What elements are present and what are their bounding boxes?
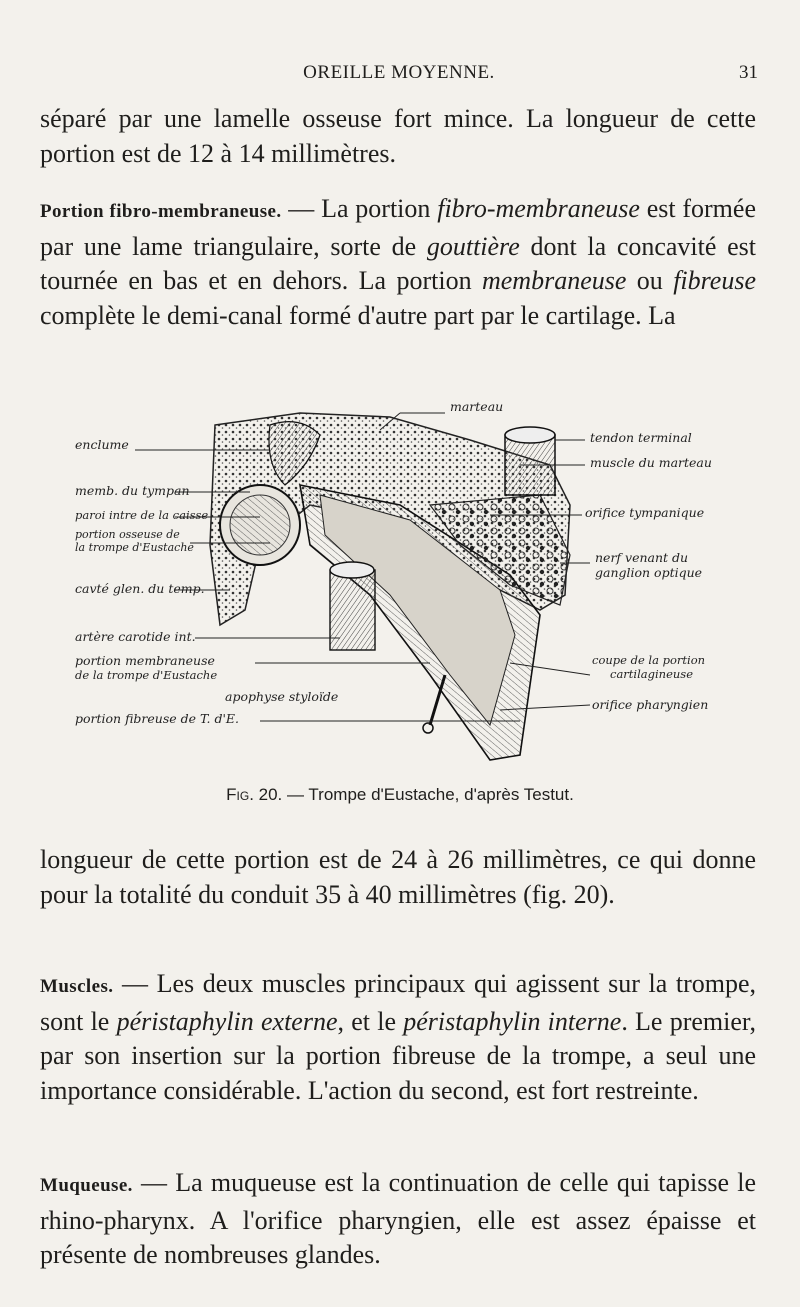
paragraph-muscles <box>40 967 756 1108</box>
text-run: complète le demi-canal formé d'autre part par le cartilage. La <box>40 300 676 330</box>
section-heading: Muqueuse. <box>40 1175 133 1196</box>
italic-term: fibreuse <box>673 266 757 295</box>
text-run: — La portion <box>281 194 438 223</box>
label-nerf: nerf venant du <box>595 550 689 565</box>
paragraph-muqueuse <box>40 1166 756 1273</box>
label-paroi: paroi intre de la caisse <box>75 508 209 522</box>
label-nerf-2: ganglion optique <box>595 565 703 580</box>
label-cavite: cavté glen. du temp. <box>75 581 205 596</box>
figure-caption-text: — Trompe d'Eustache, d'après Testut. <box>282 785 574 804</box>
text-run: ou <box>626 266 674 295</box>
italic-term: fibro-membraneuse <box>437 194 640 223</box>
running-title: OREILLE MOYENNE. <box>303 62 495 83</box>
italic-term: membraneuse <box>481 266 627 295</box>
label-coupe-2: cartilagineuse <box>610 667 693 681</box>
label-apophyse: apophyse styloïde <box>225 689 339 704</box>
paragraph-intro <box>40 102 756 171</box>
label-marteau: marteau <box>450 399 504 414</box>
text-run: , et le <box>337 1006 404 1036</box>
label-portion-membraneuse: portion membraneuse <box>75 653 215 668</box>
figure-number: Fig. 20. <box>226 785 283 804</box>
paragraph-fibro-membraneuse <box>40 192 756 333</box>
section-heading: Portion fibro-membraneuse. <box>40 201 282 222</box>
paragraph-longueur-text: longueur de cette portion est de 24 à 26 millimètres, ce qui donne pour la totalité du conduit 35 à 40 millimètres (fig. 20). <box>40 845 756 909</box>
italic-term: gouttière <box>426 231 520 261</box>
label-orifice-tympanique: orifice tympanique <box>585 505 705 520</box>
label-portion-osseuse: portion osseuse de <box>75 528 180 541</box>
text-run: dont la concavité est tournée en bas et en dehors. La portion <box>40 231 756 295</box>
paragraph-intro-text: séparé par une lamelle osseuse fort mince. La longueur de cette portion est de 12 à 14 millimètres. <box>40 104 756 168</box>
italic-term: péristaphylin externe <box>116 1006 338 1036</box>
label-artere: artère carotide int. <box>75 629 196 644</box>
label-enclume: enclume <box>75 437 129 452</box>
label-coupe: coupe de la portion <box>592 653 706 667</box>
italic-term: péristaphylin interne <box>403 1006 622 1036</box>
label-orifice-pharyngien: orifice pharyngien <box>592 697 709 712</box>
label-memb-tympan: memb. du tympan <box>75 483 190 498</box>
text-run: — Les deux muscles principaux qui agissent sur la trompe, sont le <box>40 969 756 1036</box>
text-run: . Le premier, par son insertion sur la portion fibreuse de la trompe, a seul une importance considérable. L'action du second, est fort restreinte. <box>40 1006 757 1105</box>
label-tendon: tendon terminal <box>590 430 692 445</box>
figure-caption <box>0 785 800 805</box>
paragraph-longueur <box>40 843 756 912</box>
label-portion-fibreuse: portion fibreuse de T. d'E. <box>75 711 239 726</box>
page-number: 31 <box>739 62 758 83</box>
running-header <box>40 62 758 90</box>
text-run: — La muqueuse est la continuation de celle qui tapisse le rhino-pharynx. A l'orifice pharyngien, elle est assez épaisse et présente de nombreuses glandes. <box>40 1168 756 1269</box>
label-portion-osseuse-2: la trompe d'Eustache <box>75 541 194 554</box>
figure-eustachian-tube <box>70 395 740 765</box>
label-muscle: muscle du marteau <box>590 455 712 470</box>
text-run: est formée par une lame triangulaire, sorte de <box>40 194 756 261</box>
section-heading: Muscles. <box>40 976 114 997</box>
label-portion-membraneuse-2: de la trompe d'Eustache <box>75 668 218 682</box>
